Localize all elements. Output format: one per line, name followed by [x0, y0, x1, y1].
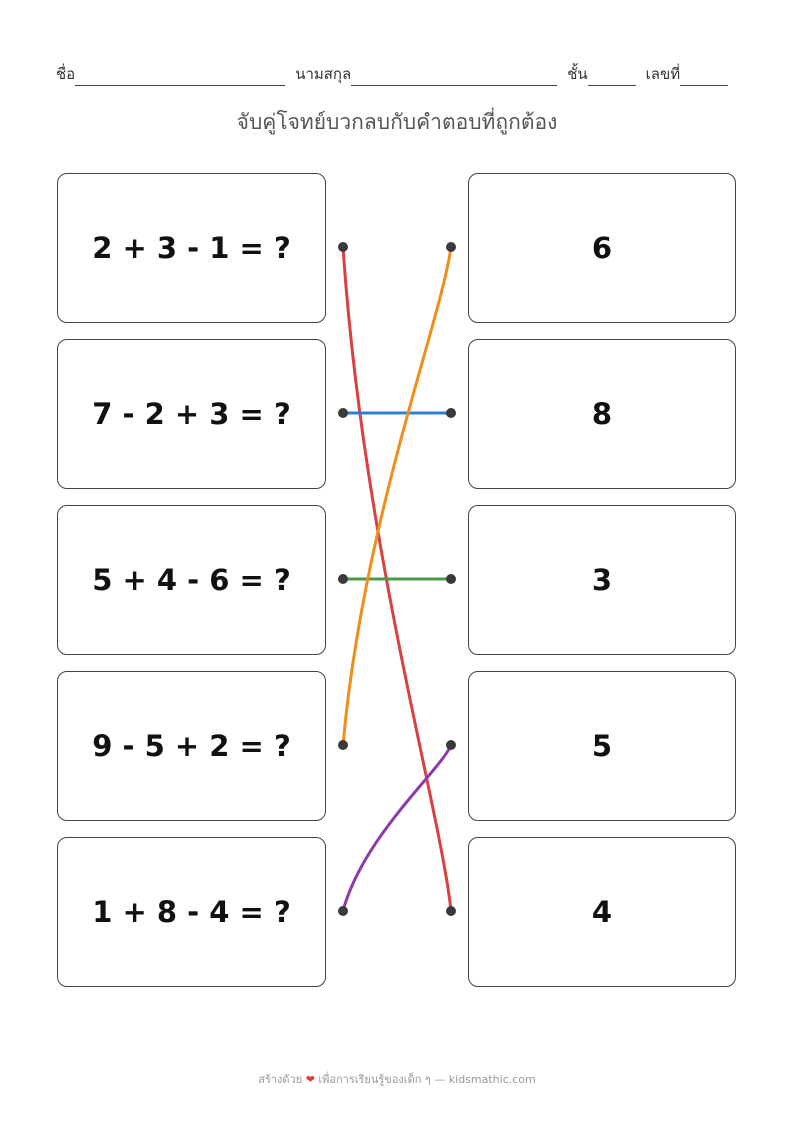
question-connector-dot[interactable] — [338, 574, 348, 584]
question-text: 7 - 2 + 3 = ? — [92, 397, 291, 431]
question-connector-dot[interactable] — [338, 906, 348, 916]
question-text: 5 + 4 - 6 = ? — [92, 563, 291, 597]
answer-connector-dot[interactable] — [446, 574, 456, 584]
question-text: 9 - 5 + 2 = ? — [92, 729, 291, 763]
answer-text: 6 — [591, 231, 613, 265]
match-line — [343, 247, 451, 745]
heart-icon: ❤ — [305, 1073, 315, 1086]
answer-text: 4 — [591, 895, 613, 929]
surname-label: นามสกุล — [295, 65, 352, 83]
answer-text: 5 — [591, 729, 613, 763]
name-label: ชื่อ — [56, 65, 76, 83]
question-text: 1 + 8 - 4 = ? — [92, 895, 291, 929]
question-text: 2 + 3 - 1 = ? — [92, 231, 291, 265]
match-line — [343, 745, 451, 911]
answer-connector-dot[interactable] — [446, 740, 456, 750]
footer — [0, 1070, 794, 1088]
number-label: เลขที่ — [645, 65, 681, 83]
answer-connector-dot[interactable] — [446, 242, 456, 252]
footer-made-with: สร้างด้วย — [258, 1073, 303, 1086]
question-connector-dot[interactable] — [338, 242, 348, 252]
footer-tagline: เพื่อการเรียนรู้ของเด็ก ๆ — kidsmathic.com — [318, 1073, 536, 1086]
worksheet-title: จับคู่โจทย์บวกลบกับคำตอบที่ถูกต้อง — [236, 110, 558, 134]
answer-connector-dot[interactable] — [446, 408, 456, 418]
answer-connector-dot[interactable] — [446, 906, 456, 916]
question-connector-dot[interactable] — [338, 408, 348, 418]
answer-text: 8 — [591, 397, 613, 431]
class-label: ชั้น — [567, 65, 588, 83]
answer-text: 3 — [591, 563, 613, 597]
question-connector-dot[interactable] — [338, 740, 348, 750]
